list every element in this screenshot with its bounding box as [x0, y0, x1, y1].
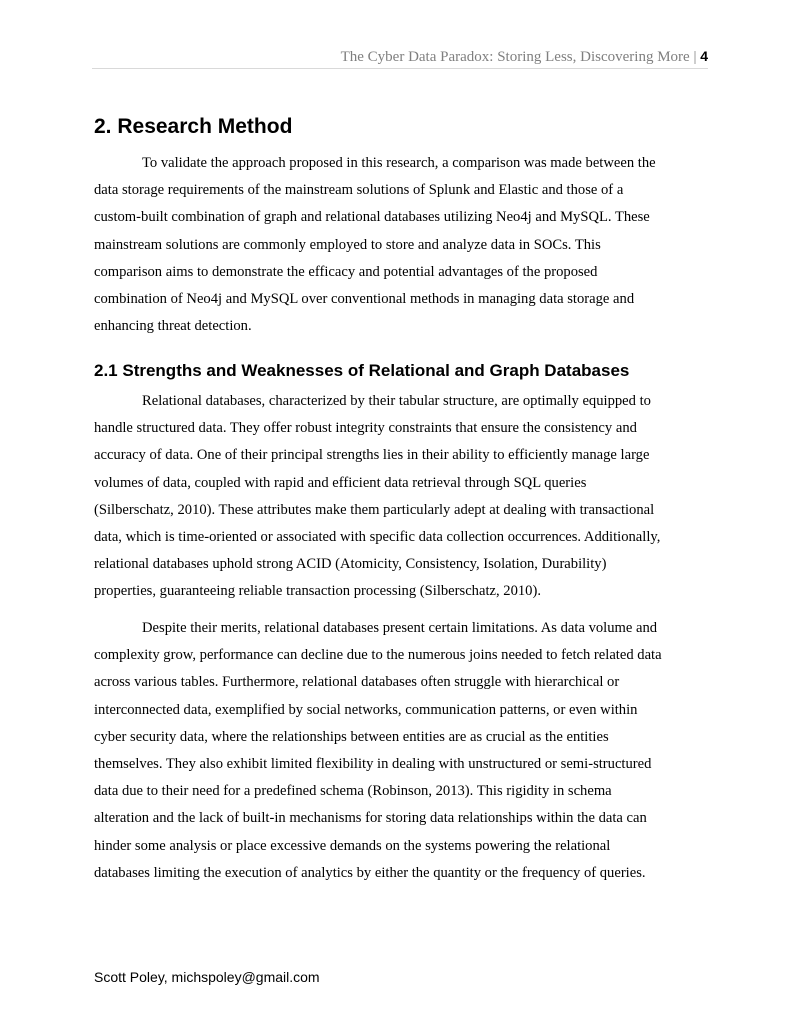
- paragraph-line: across various tables. Furthermore, relational databases often struggle with hierarchical or: [94, 674, 620, 691]
- relational-limitations-paragraph: [94, 615, 706, 887]
- paragraph-line: custom-built combination of graph and relational databases utilizing Neo4j and MySQL. These: [94, 209, 650, 226]
- running-title: The Cyber Data Paradox: Storing Less, Discovering More: [340, 49, 690, 65]
- running-header: [92, 46, 708, 69]
- paragraph-line: interconnected data, exemplified by social networks, communication patterns, or even within: [94, 701, 638, 718]
- section-heading: 2. Research Method: [94, 115, 293, 138]
- paragraph-line: accuracy of data. One of their principal strengths lies in their ability to efficiently manage large: [94, 447, 650, 464]
- paragraph-line: properties, guaranteeing reliable transaction processing (Silberschatz, 2010).: [94, 583, 541, 600]
- page-number: 4: [700, 48, 708, 64]
- paragraph-line: alteration and the lack of built-in mechanisms for storing data relationships within the data can: [94, 810, 647, 827]
- paragraph-line: handle structured data. They offer robust integrity constraints that ensure the consistency and: [94, 420, 637, 437]
- paragraph-line: themselves. They also exhibit limited flexibility in dealing with unstructured or semi-structured: [94, 756, 652, 773]
- page-footer: Scott Poley, michspoley@gmail.com: [94, 969, 320, 985]
- paragraph-line: databases limiting the execution of analytics by either the quantity or the frequency of queries.: [94, 864, 646, 881]
- paragraph-line: data storage requirements of the mainstream solutions of Splunk and Elastic and those of a: [94, 182, 624, 199]
- paragraph-line: cyber security data, where the relationships between entities are as crucial as the entities: [94, 728, 609, 745]
- paragraph-line: Despite their merits, relational databases present certain limitations. As data volume and: [142, 620, 658, 636]
- paragraph-line: (Silberschatz, 2010). These attributes make them particularly adept at dealing with transactional: [94, 501, 655, 518]
- header-separator: |: [693, 49, 697, 65]
- paragraph-line: To validate the approach proposed in this research, a comparison was made between the: [142, 155, 656, 171]
- relational-strengths-paragraph: [94, 388, 706, 606]
- paragraph-line: data due to their need for a predefined schema (Robinson, 2013). This rigidity in schema: [94, 783, 612, 800]
- paragraph-line: Relational databases, characterized by their tabular structure, are optimally equipped to: [142, 393, 651, 409]
- paragraph-line: enhancing threat detection.: [94, 318, 252, 335]
- paragraph-line: hinder some analysis or place excessive demands on the systems powering the relational: [94, 837, 611, 854]
- paragraph-line: complexity grow, performance can decline due to the numerous joins needed to fetch related data: [94, 647, 662, 664]
- paragraph-line: mainstream solutions are commonly employed to store and analyze data in SOCs. This: [94, 236, 601, 253]
- subsection-heading: 2.1 Strengths and Weaknesses of Relational and Graph Databases: [94, 361, 630, 380]
- paragraph-line: combination of Neo4j and MySQL over conventional methods in managing data storage and: [94, 291, 635, 308]
- paragraph-line: relational databases uphold strong ACID (Atomicity, Consistency, Isolation, Durability): [94, 556, 607, 573]
- research-method-paragraph: [94, 150, 706, 340]
- paragraph-line: data, which is time-oriented or associated with specific data collection occurrences. Additionally,: [94, 529, 661, 546]
- paragraph-line: comparison aims to demonstrate the efficacy and potential advantages of the proposed: [94, 263, 598, 280]
- paragraph-line: volumes of data, coupled with rapid and efficient data retrieval through SQL queries: [94, 474, 587, 491]
